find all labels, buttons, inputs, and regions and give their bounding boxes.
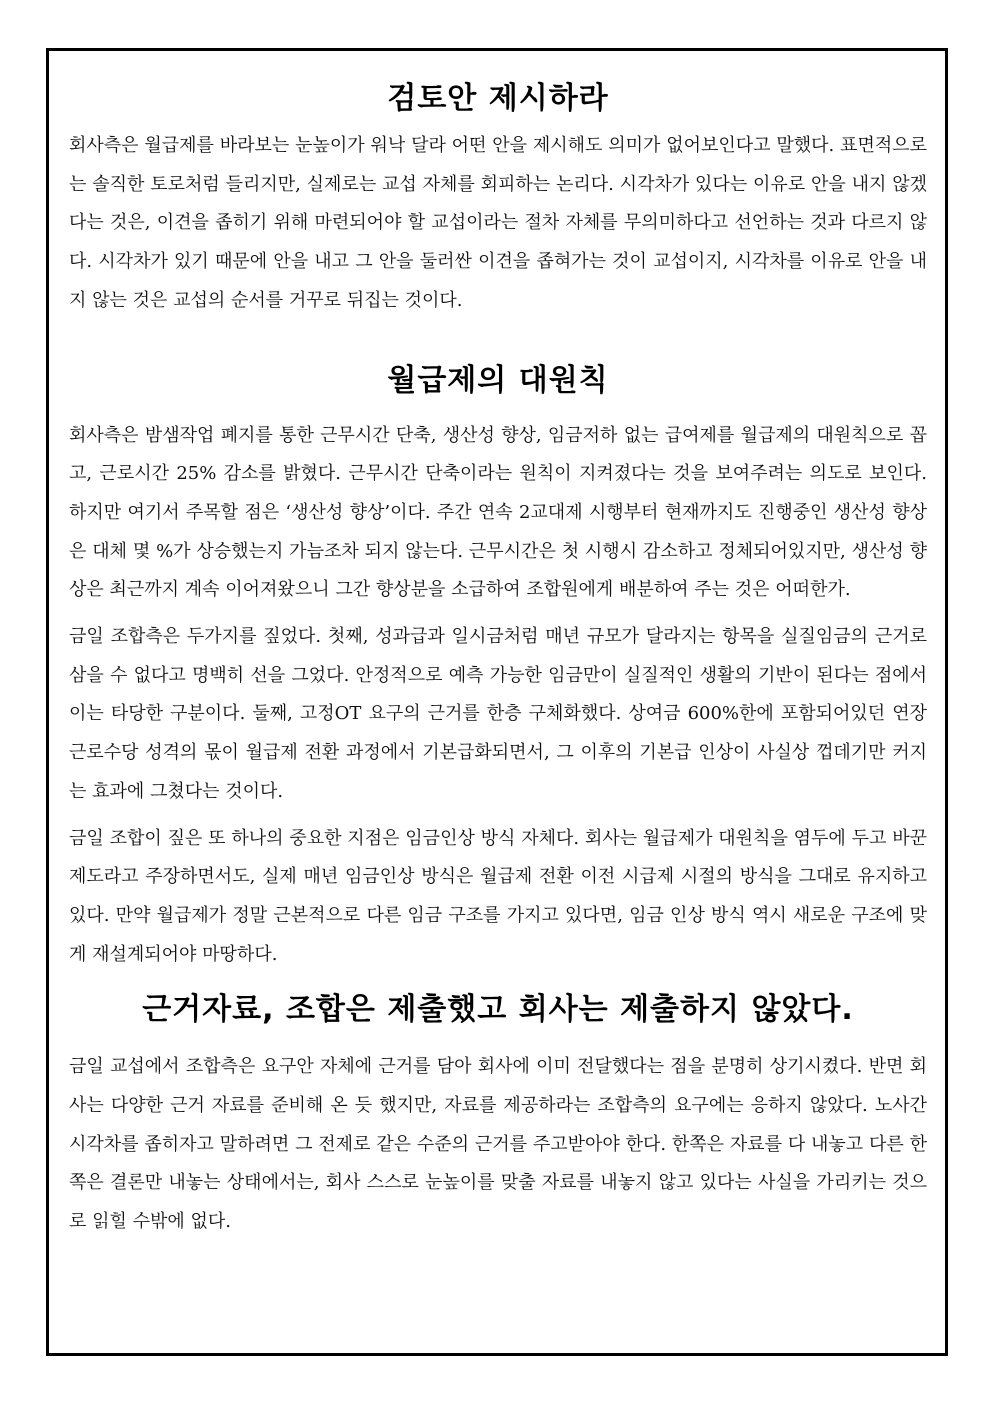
paragraph: 금일 교섭에서 조합측은 요구안 자체에 근거를 담아 회사에 이미 전달했다는 점을 분명히 상기시켰다. 반면 회사는 다양한 근거 자료를 준비해 온 듯 했지만, 자료를 제공하라는 조합측의 요구에는 응하지 않았다. 노사간 시각차를 좁히자고 말하려면 그 전제로 같은 수준의 근거를 주고받아야 한다. 한쪽은 자료를 다 내놓고 다른 한쪽은 결론만 내놓는 상태에서는, 회사 스스로 눈높이를 맞출 자료를 내놓지 않고 있다는 사실을 가리키는 것으로 읽힐 수밖에 없다.	[69, 1056, 927, 1233]
document-body	[69, 75, 927, 1242]
document-frame	[46, 48, 948, 1356]
section-heading-evidence: 근거자료, 조합은 제출했고 회사는 제출하지 않았다.	[142, 992, 854, 1028]
paragraph: 회사측은 월급제를 바라보는 눈높이가 워낙 달라 어떤 안을 제시해도 의미가 없어보인다고 말했다. 표면적으로는 솔직한 토로처럼 들리지만, 실제로는 교섭 자체를 회피하는 논리다. 시각차가 있다는 이유로 안을 내지 않겠다는 것은, 이견을 좁히기 위해 마련되어야 할 교섭이라는 절차 자체를 무의미하다고 선언하는 것과 다르지 않다. 시각차가 있기 때문에 안을 내고 그 안을 둘러싼 이견을 좁혀가는 것이 교섭이지, 시각차를 이유로 안을 내지 않는 것은 교섭의 순서를 거꾸로 뒤집는 것이다.	[69, 135, 927, 311]
paragraph: 금일 조합이 짚은 또 하나의 중요한 지점은 임금인상 방식 자체다. 회사는 월급제가 대원칙을 염두에 두고 바꾼제도라고 주장하면서도, 실제 매년 임금인상 방식은 월급제 전환 이전 시급제 시절의 방식을 그대로 유지하고 있다. 만약 월급제가 정말 근본적으로 다른 임금 구조를 가지고 있다면, 임금 인상 방식 역시 새로운 구조에 맞게 재설계되어야 마땅하다.	[69, 827, 927, 965]
section-heading-proposal: 검토안 제시하라	[387, 81, 609, 116]
paragraph: 금일 조합측은 두가지를 짚었다. 첫째, 성과급과 일시금처럼 매년 규모가 달라지는 항목을 실질임금의 근거로 삼을 수 없다고 명백히 선을 그었다. 안정적으로 예측 가능한 임금만이 실질적인 생활의 기반이 된다는 점에서 이는 타당한 구분이다. 둘째, 고정OT 요구의 근거를 한층 구체화했다. 상여금 600%한에 포함되어있던 연장근로수당 성격의 몫이 월급제 전환 과정에서 기본급화되면서, 그 이후의 기본급 인상이 사실상 껍데기만 커지는 효과에 그쳤다는 것이다.	[69, 626, 927, 802]
section-heading-principle: 월급제의 대원칙	[387, 362, 609, 398]
paragraph: 회사측은 밤샘작업 폐지를 통한 근무시간 단축, 생산성 향상, 임금저하 없는 급여제를 월급제의 대원칙으로 꼽고, 근로시간 25% 감소를 밝혔다. 근무시간 단축이라는 원칙이 지켜졌다는 것을 보여주려는 의도로 보인다. 하지만 여기서 주목할 점은 ‘생산성 향상’이다. 주간 연속 2교대제 시행부터 현재까지도 진행중인 생산성 향상은 대체 몇 %가 상승했는지 가늠조차 되지 않는다. 근무시간은 첫 시행시 감소하고 정체되어있지만, 생산성 향상은 최근까지 계속 이어져왔으니 그간 향상분을 소급하여 조합원에게 배분하여 주는 것은 어떠한가.	[69, 424, 927, 601]
